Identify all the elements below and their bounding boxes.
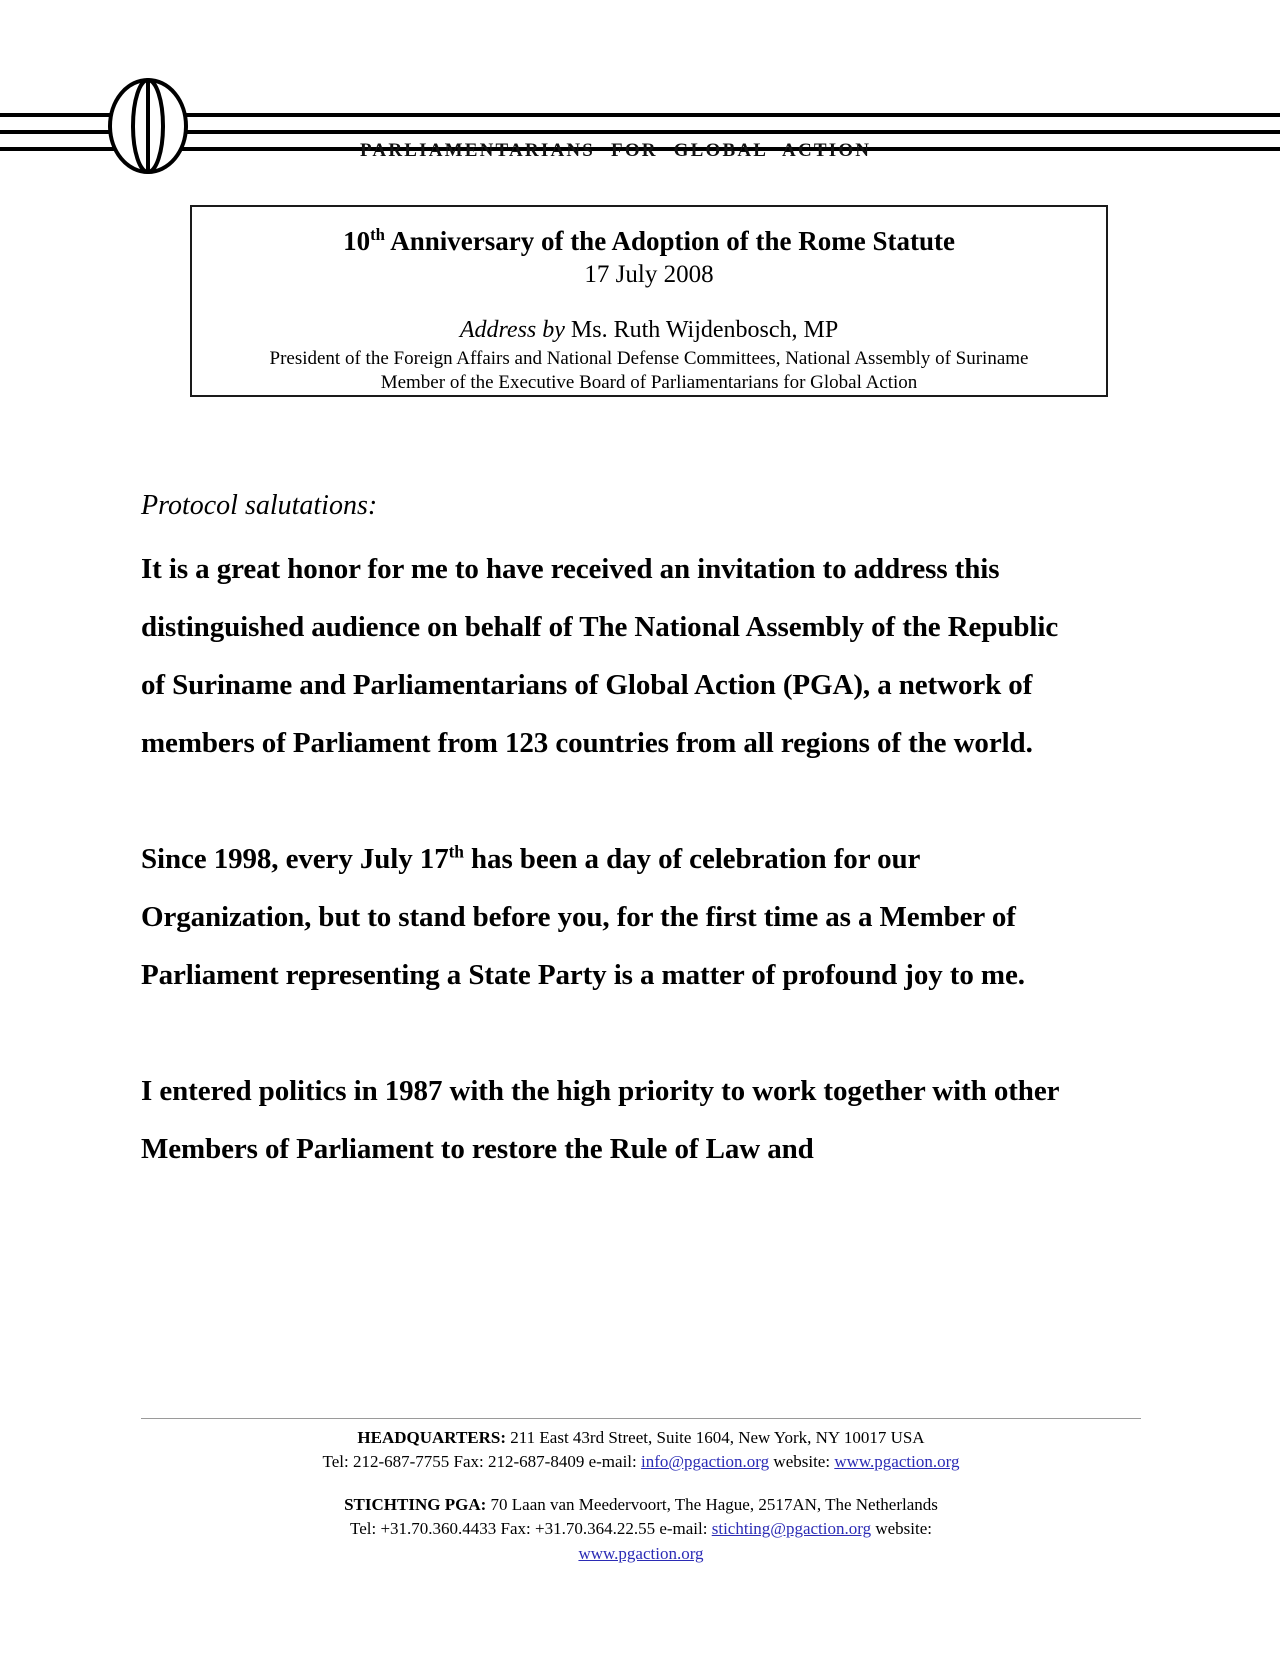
header-rule-middle (0, 130, 1280, 134)
footer-stichting-website-label: website: (871, 1519, 932, 1539)
address-by-label: Address by (459, 316, 565, 343)
footer-stichting-website-link[interactable]: www.pgaction.org (578, 1543, 704, 1563)
letterhead (0, 0, 1280, 190)
anniversary-number: 10 (343, 226, 371, 256)
globe-icon (107, 78, 189, 174)
body-paragraph-2 (141, 830, 1086, 1004)
event-title (192, 226, 1106, 258)
footer-stichting-label: STICHTING PGA: (344, 1495, 487, 1515)
footer-stichting-address-line (141, 1493, 1141, 1517)
organization-name: PARLIAMENTARIANS FOR GLOBAL ACTION (360, 140, 872, 161)
paragraph-2-part-2: has been a day of celebration for our Organization, but to stand before you, for the first time as a Member of Parliament representing a State Party is a matter of profound joy to me. (141, 843, 1025, 991)
paragraph-2-ordinal: th (448, 841, 464, 862)
speaker-role-line-2: Member of the Executive Board of Parliamentarians for Global Action (380, 371, 918, 393)
anniversary-ordinal: th (370, 225, 385, 244)
document-body (141, 492, 1086, 1178)
anniversary-rest: Anniversary of the Adoption of the Rome Statute (384, 226, 955, 256)
footer-hq-address: 211 East 43rd Street, Suite 1604, New York, NY 10017 USA (506, 1428, 925, 1447)
footer-stichting-contact-line (141, 1517, 1141, 1541)
footer-hq-email-link[interactable]: info@pgaction.org (640, 1452, 770, 1472)
footer-hq-website-label: website: (769, 1452, 835, 1472)
footer-hq-label: HEADQUARTERS: (357, 1428, 507, 1447)
footer-stichting-contact-prefix: Tel: +31.70.360.4433 Fax: +31.70.364.22.55 e-mail: (350, 1519, 712, 1539)
title-box (190, 205, 1108, 397)
speaker-line (192, 316, 1106, 344)
protocol-salutations-heading: Protocol salutations: (141, 490, 378, 521)
body-paragraph-1: It is a great honor for me to have received an invitation to address this distinguished audience on behalf of The National Assembly of the Republic of Suriname and Parliamentarians of Global Action (PGA), a network of members of Parliament from 123 countries from all regions of the world. (141, 553, 1059, 759)
footer-hq-contact-line (141, 1450, 1141, 1474)
footer-hq-address-line (141, 1426, 1141, 1450)
footer-hq-contact-prefix: Tel: 212-687-7755 Fax: 212-687-8409 e-mail: (322, 1452, 641, 1472)
header-rule-top (0, 113, 1280, 117)
footer-hq-website-link[interactable]: www.pgaction.org (834, 1452, 960, 1472)
footer-headquarters-block (141, 1426, 1141, 1474)
speaker-name: Ms. Ruth Wijdenbosch, MP (564, 316, 839, 343)
footer-stichting-address: 70 Laan van Meedervoort, The Hague, 2517AN, The Netherlands (486, 1495, 938, 1515)
speaker-role-line-1: President of the Foreign Affairs and National Defense Committees, National Assembly of Suriname (269, 348, 1029, 370)
event-date: 17 July 2008 (584, 260, 714, 288)
footer-stichting-email-link[interactable]: stichting@pgaction.org (711, 1519, 872, 1539)
footer-divider (141, 1418, 1141, 1419)
paragraph-2-part-1: Since 1998, every July 17 (141, 843, 449, 875)
page-footer (141, 1418, 1141, 1566)
body-paragraph-3: I entered politics in 1987 with the high priority to work together with other Members of Parliament to restore the Rule of Law and (141, 1075, 1059, 1165)
footer-stichting-block (141, 1493, 1141, 1565)
footer-stichting-website-line (141, 1542, 1141, 1566)
